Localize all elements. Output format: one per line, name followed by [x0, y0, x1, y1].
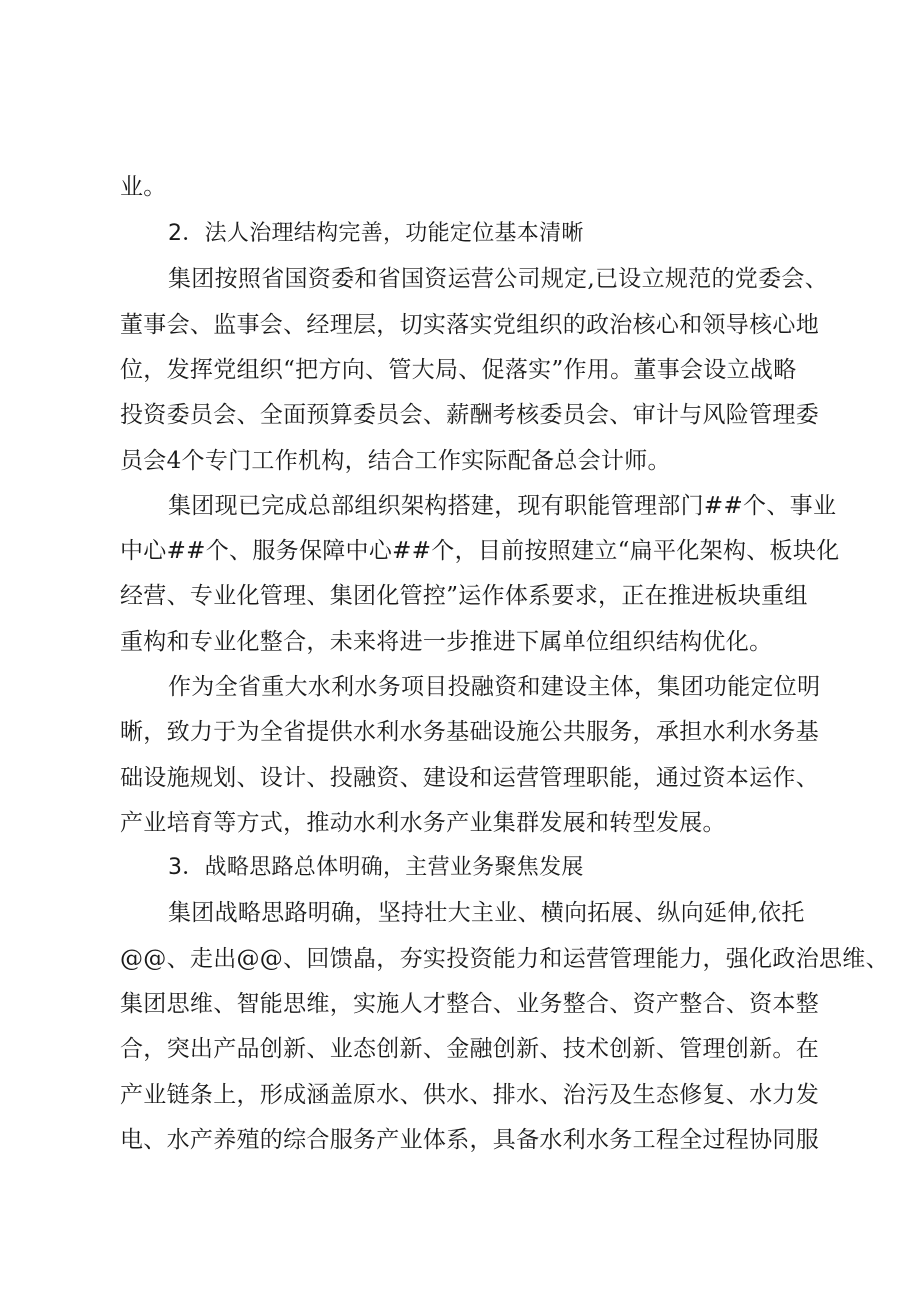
paragraph-line: 经营、专业化管理、集团化管控”运作体系要求，正在推进板块重组 [120, 583, 808, 609]
paragraph-line: 投资委员会、全面预算委员会、薪酬考核委员会、审计与风险管理委 [120, 402, 819, 428]
paragraph-line: 产业链条上，形成涵盖原水、供水、排水、治污及生态修复、水力发 [120, 1082, 819, 1108]
paragraph-line: 产业培育等方式，推动水利水务产业集群发展和转型发展。 [120, 810, 726, 836]
paragraph-line: 员会4个专门工作机构，结合工作实际配备总会计师。 [120, 448, 671, 474]
paragraph-line: 集团思维、智能思维，实施人才整合、业务整合、资产整合、资本整 [120, 991, 819, 1017]
paragraph-line: 董事会、监事会、经理层，切实落实党组织的政治核心和领导核心地 [120, 312, 819, 338]
paragraph-line: 位，发挥党组织“把方向、管大局、促落实”作用。董事会设立战略 [120, 357, 797, 383]
section-heading: 3．战略思路总体明确，主营业务聚焦发展 [168, 855, 584, 880]
paragraph-line: 重构和专业化整合，未来将进一步推进下属单位组织结构优化。 [120, 629, 773, 655]
paragraph-line: 作为全省重大水利水务项目投融资和建设主体，集团功能定位明 [168, 674, 821, 700]
paragraph-line: 电、水产养殖的综合服务产业体系，具备水利水务工程全过程协同服 [120, 1127, 819, 1153]
paragraph-line: 中心##个、服务保障中心##个，目前按照建立“扁平化架构、板块化 [120, 538, 840, 564]
paragraph-line: 合，突出产品创新、业态创新、金融创新、技术创新、管理创新。在 [120, 1036, 819, 1062]
section-heading: 2．法人治理结构完善，功能定位基本清晰 [168, 221, 584, 246]
paragraph-line: 础设施规划、设计、投融资、建设和运营管理职能，通过资本运作、 [120, 765, 819, 791]
paragraph-line: 晰，致力于为全省提供水利水务基础设施公共服务，承担水利水务基 [120, 719, 819, 745]
paragraph-line: 集团按照省国资委和省国资运营公司规定,已设立规范的党委会、 [168, 266, 829, 292]
paragraph-line: 业。 [120, 174, 167, 200]
paragraph-line: @@、走出@@、回馈皛，夯实投资能力和运营管理能力，强化政治思维、 [120, 946, 889, 972]
paragraph-line: 集团战略思路明确，坚持壮大主业、横向拓展、纵向延伸,依托 [168, 900, 805, 926]
paragraph-line: 集团现已完成总部组织架构搭建，现有职能管理部门##个、事业 [168, 493, 837, 519]
